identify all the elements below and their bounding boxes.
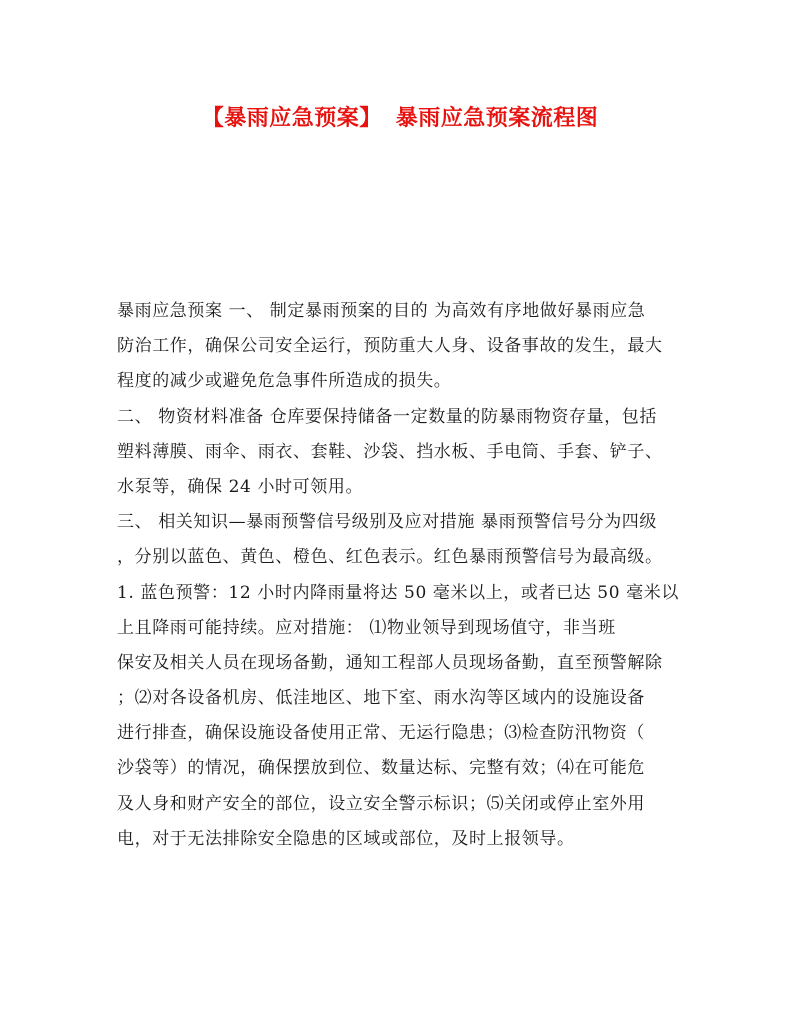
body-line: 防治工作，确保公司安全运行，预防重大人身、设备事故的发生，最大 — [117, 336, 663, 357]
body-line: 水泵等，确保 24 小时可领用。 — [117, 476, 364, 497]
body-line: 1. 蓝色预警：12 小时内降雨量将达 50 毫米以上，或者已达 50 毫米以 — [117, 582, 679, 603]
body-line: 暴雨应急预案 一、 制定暴雨预案的目的 为高效有序地做好暴雨应急 — [117, 301, 646, 321]
document-title — [0, 100, 800, 136]
body-line: 二、 物资材料准备 仓库要保持储备一定数量的防暴雨物资存量，包括 — [117, 406, 658, 427]
body-line: 塑料薄膜、雨伞、雨衣、套鞋、沙袋、挡水板、手电筒、手套、铲子、 — [117, 441, 663, 462]
body-line: 沙袋等）的情况，确保摆放到位、数量达标、完整有效；⑷在可能危 — [117, 758, 645, 779]
document-body — [117, 294, 687, 857]
body-line: 三、 相关知识—暴雨预警信号级别及应对措施 暴雨预警信号分为四级 — [117, 512, 658, 533]
body-line: 程度的减少或避免危急事件所造成的损失。 — [117, 371, 452, 392]
body-line: ；⑵对各设备机房、低洼地区、地下室、雨水沟等区域内的设施设备 — [117, 688, 645, 709]
body-line: 上且降雨可能持续。应对措施： ⑴物业领导到现场值守，非当班 — [117, 617, 616, 638]
body-line: 电，对于无法排除安全隐患的区域或部位，及时上报领导。 — [117, 828, 575, 849]
title-main: 暴雨应急预案流程图 — [395, 105, 599, 131]
body-line: ，分别以蓝色、黄色、橙色、红色表示。红色暴雨预警信号为最高级。 — [117, 547, 663, 568]
title-bracketed: 【暴雨应急预案】 — [201, 105, 382, 131]
body-line: 进行排查，确保设施设备使用正常、无运行隐患；⑶检查防汛物资（ — [117, 723, 645, 744]
body-line: 及人身和财产安全的部位，设立安全警示标识；⑸关闭或停止室外用 — [117, 793, 645, 814]
body-line: 保安及相关人员在现场备勤，通知工程部人员现场备勤，直至预警解除 — [117, 652, 663, 673]
